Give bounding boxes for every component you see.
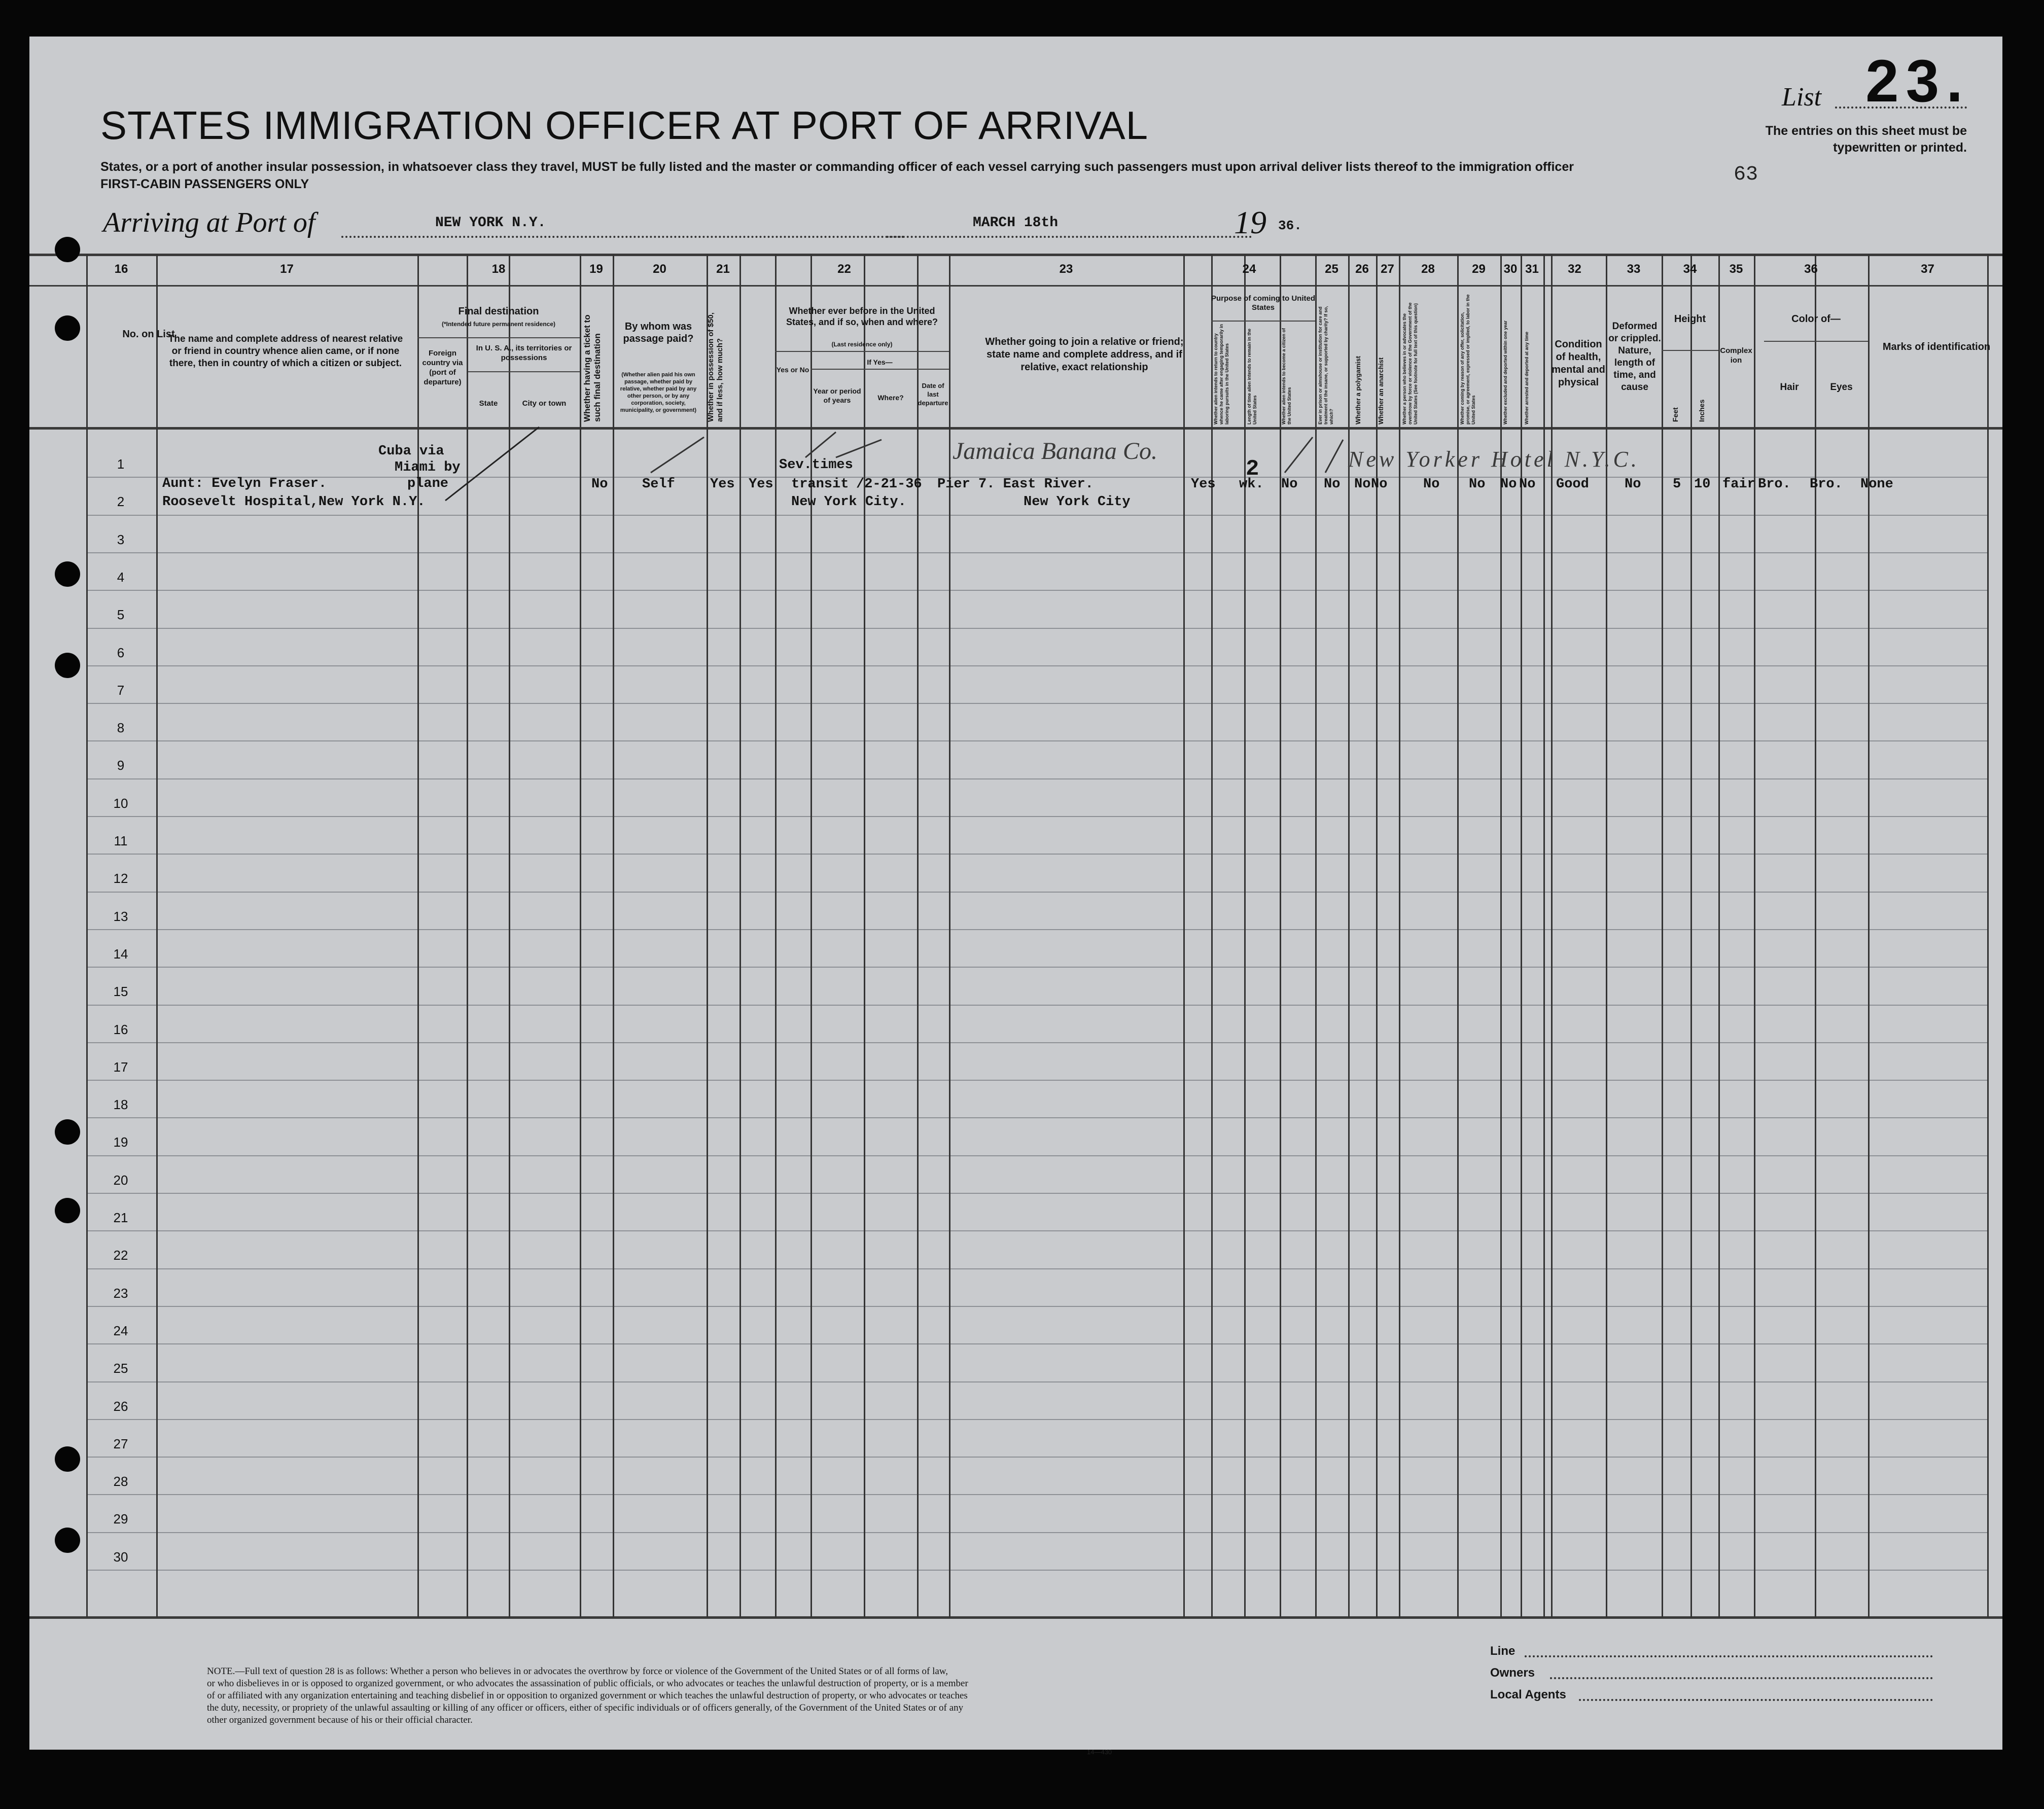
row-number: 28 <box>113 1474 128 1489</box>
year-prefix: 19 <box>1234 204 1266 240</box>
cell-polygamist: No <box>1354 477 1371 492</box>
row-number: 16 <box>113 1021 128 1037</box>
row-number: 8 <box>117 720 125 736</box>
header-purpose-citizen: Whether alien intends to become a citizen of the United States <box>1281 328 1292 424</box>
row-number: 14 <box>113 946 128 962</box>
header-date-departure: Date of last departure <box>918 382 948 407</box>
handwritten-destination: New Yorker Hotel N.Y.C. <box>1348 447 1640 472</box>
row-number: 20 <box>113 1172 128 1188</box>
row-number: 24 <box>113 1323 128 1338</box>
header-nearest-relative: The name and complete address of nearest relative or friend in country whence alien came, or if none there, then in country of which a citizen or subject. <box>168 334 403 369</box>
header-purpose: Purpose of coming to United States <box>1211 294 1315 312</box>
header-yes-or-no: Yes or No <box>776 366 809 374</box>
row-number: 5 <box>117 607 125 623</box>
header-arrested: Whether arrested and deported at any time <box>1524 331 1529 424</box>
header-final-destination: Final destination <box>458 306 539 317</box>
cell-return-intent: Yes <box>1191 477 1216 492</box>
cell-complexion: fair <box>1722 477 1755 492</box>
header-polygamist: Whether a polygamist <box>1354 356 1362 424</box>
header-purpose-return: Whether alien intends to return to country whence he came after engaging temporarily in laboring pursuits in the United States <box>1213 324 1229 424</box>
cell-period-line2: transit <box>791 477 849 492</box>
column-number: 35 <box>1729 262 1743 276</box>
cell-join-line2: New York City <box>1024 494 1131 510</box>
cell-where: New York City. <box>791 494 906 510</box>
cell-excluded: No <box>1500 477 1517 492</box>
line-label: Line <box>1490 1644 1516 1658</box>
column-number: 31 <box>1525 262 1539 276</box>
header-by-whom-sub: (Whether alien paid his own passage, whether paid by relative, whether paid by any other person, or by any corporation, society, municipality, or government) <box>620 372 697 413</box>
cell-inches: 10 <box>1694 477 1711 492</box>
cell-foreign-line3: plane <box>407 476 449 491</box>
row-number: 25 <box>113 1361 128 1376</box>
form-number: 14—430 <box>1087 1748 1112 1756</box>
cell-join-line1: Pier 7. East River. <box>937 477 1094 492</box>
header-height: Height <box>1674 313 1706 325</box>
punch-hole <box>55 561 80 587</box>
row-number: 1 <box>117 456 125 472</box>
header-city: City or town <box>522 399 567 408</box>
row-number: 3 <box>117 531 125 547</box>
cell-departure-date: /2-21-36 <box>856 477 922 492</box>
column-number: 33 <box>1627 262 1641 276</box>
column-number: 25 <box>1325 262 1338 276</box>
row-number: 2 <box>117 494 125 510</box>
header-eyes: Eyes <box>1830 382 1853 393</box>
column-number: 37 <box>1921 262 1934 276</box>
cell-foreign-line2: Miami by <box>395 460 461 475</box>
year-suffix: 36. <box>1278 218 1302 233</box>
punch-hole <box>55 1119 80 1145</box>
row-number: 19 <box>113 1134 128 1150</box>
column-number: 23 <box>1059 262 1073 276</box>
cell-period-line1: Sev.times <box>779 457 853 473</box>
row-number: 13 <box>113 908 128 924</box>
date-value: MARCH 18th <box>973 215 1059 231</box>
punch-hole <box>55 1528 80 1553</box>
row-number: 10 <box>113 795 128 811</box>
cell-overthrow: No <box>1423 477 1440 492</box>
row-number: 17 <box>113 1059 128 1075</box>
handwritten-company: Jamaica Banana Co. <box>953 438 1157 465</box>
column-number: 28 <box>1421 262 1435 276</box>
header-deformed: Deformed or crippled. Nature, length of time, and cause <box>1608 321 1661 393</box>
agents-label: Local Agents <box>1490 1688 1566 1701</box>
row-number: 21 <box>113 1210 128 1225</box>
cell-feet: 5 <box>1673 477 1681 492</box>
header-anarchist: Whether an anarchist <box>1377 357 1385 424</box>
column-number: 22 <box>837 262 851 276</box>
column-number: 21 <box>716 262 730 276</box>
column-number: 17 <box>280 262 294 276</box>
cell-ticket: No <box>591 477 608 492</box>
column-number: 29 <box>1472 262 1486 276</box>
header-state: State <box>479 399 498 408</box>
row-number: 12 <box>113 871 128 886</box>
header-year-or-period: Year or period of years <box>813 387 861 404</box>
cell-relative-line2: Roosevelt Hospital,New York N.Y. <box>162 494 426 510</box>
header-final-destination-sub: (*Intended future permanent residence) <box>441 321 556 328</box>
first-cabin-label: FIRST-CABIN PASSENGERS ONLY <box>100 177 309 191</box>
header-ticket: Whether having a ticket to such final destination <box>582 314 602 422</box>
column-number: 32 <box>1568 262 1581 276</box>
owners-label: Owners <box>1490 1666 1535 1680</box>
port-value: NEW YORK N.Y. <box>435 215 546 231</box>
row-number: 6 <box>117 645 125 660</box>
footnote-line: other organized government because of his or their official character. <box>207 1715 473 1725</box>
page-title: STATES IMMIGRATION OFFICER AT PORT OF ARRIVAL <box>100 103 1149 148</box>
cell-citizen: No <box>1281 477 1298 492</box>
header-color-of: Color of— <box>1791 313 1841 325</box>
header-inches: Inches <box>1698 399 1706 422</box>
column-number: 27 <box>1381 262 1394 276</box>
intro-line: States, or a port of another insular possession, in whatsoever class they travel, MUST be fully listed and the master or commanding officer of each vessel carrying such passengers must upon arrival deliver lists thereof to the immigration officer <box>100 160 1574 174</box>
arriving-label: Arriving at Port of <box>103 207 315 238</box>
header-offer: Whether coming by reason of any offer, solicitation, promise, or agreement, expressed or implied, to labor in the United States <box>1460 294 1476 424</box>
entries-note: The entries on this sheet must be typewritten or printed. <box>1765 124 1967 155</box>
header-overthrow: Whether a person who believes in or advocates the overthrow by force or violence of the Government of the United States (See footnote for full text of this question) <box>1402 302 1418 424</box>
header-foreign-country: Foreign country via (port of departure) <box>422 349 463 386</box>
row-number: 11 <box>114 833 128 848</box>
row-number: 4 <box>117 569 125 585</box>
column-number: 16 <box>114 262 128 276</box>
column-number: 36 <box>1804 262 1818 276</box>
header-no-on-list: No. on List <box>122 329 175 340</box>
column-number: 34 <box>1683 262 1697 276</box>
footnote-line: NOTE.—Full text of question 28 is as follows: Whether a person who believes in or advocates the overthrow by force or violence of the Government of the United States or of all forms of law, <box>207 1666 948 1677</box>
footnote-line: of or affiliated with any organization entertaining and teaching disbelief in or opposition to organized government or which teaches the unlawful destruction of property, or who advocates or teaches <box>207 1690 968 1701</box>
column-number: 26 <box>1355 262 1369 276</box>
pen-strokes <box>29 37 2002 1750</box>
manifest-sheet <box>29 37 2002 1756</box>
header-join-relative: Whether going to join a relative or friend; state name and complete address, and if relative, exact relationship <box>985 336 1184 373</box>
header-complexion: Complexion <box>1720 346 1752 365</box>
row-number: 9 <box>117 758 125 773</box>
row-number: 7 <box>117 682 125 698</box>
column-number: 24 <box>1242 262 1256 276</box>
owners-field <box>1550 1677 1933 1679</box>
cell-length-number: 2 <box>1246 456 1259 482</box>
row-number: 27 <box>113 1436 128 1451</box>
header-hair: Hair <box>1780 382 1799 393</box>
cell-offer: No <box>1469 477 1486 492</box>
column-number: 18 <box>491 262 506 276</box>
agents-field <box>1579 1699 1933 1701</box>
header-purpose-length: Length of time alien intends to remain in the United States <box>1247 328 1257 424</box>
row-number: 30 <box>113 1549 128 1565</box>
header-marks: Marks of identification <box>1882 341 1991 352</box>
list-number: 23. <box>1865 48 1970 115</box>
cell-length-unit: wk. <box>1239 477 1264 492</box>
cell-money: Yes <box>710 477 735 492</box>
cell-prison: No <box>1324 477 1341 492</box>
sheet-number: 63 <box>1734 163 1758 186</box>
footnote-question-28 <box>207 1665 968 1726</box>
punch-hole <box>55 1198 80 1223</box>
cell-eyes: Bro. <box>1810 477 1843 492</box>
row-number: 22 <box>113 1248 128 1263</box>
cell-hair: Bro. <box>1758 477 1791 492</box>
cell-condition: Good <box>1556 477 1589 492</box>
header-feet: Feet <box>1671 407 1679 422</box>
cell-foreign-line1: Cuba via <box>378 444 444 459</box>
column-number: 20 <box>653 262 666 276</box>
cell-marks: None <box>1860 477 1893 492</box>
header-if-yes: If Yes— <box>867 358 893 366</box>
header-condition: Condition of health, mental and physical <box>1552 339 1605 388</box>
punch-hole <box>55 315 80 341</box>
row-number: 18 <box>113 1097 128 1113</box>
cell-ever-before: Yes <box>749 477 773 492</box>
cell-anarchist: No <box>1371 477 1388 492</box>
row-number: 26 <box>113 1398 128 1414</box>
punch-hole <box>55 653 80 678</box>
list-label: List <box>1782 83 1822 112</box>
cell-deformed: No <box>1625 477 1641 492</box>
row-number: 23 <box>113 1285 128 1301</box>
punch-hole <box>55 1446 80 1472</box>
header-by-whom: By whom was passage paid? <box>623 321 694 344</box>
cell-paid-by: Self <box>642 477 675 492</box>
column-number: 30 <box>1503 262 1518 276</box>
footnote-line: or who disbelieves in or is opposed to organized government, or who advocates the assassination of public officials, or who advocates or teaches the unlawful destruction of property, or is a member <box>207 1678 968 1689</box>
line-field <box>1525 1655 1933 1657</box>
row-number: 29 <box>113 1511 128 1527</box>
punch-hole <box>55 237 80 262</box>
header-excluded: Whether excluded and deported within one year <box>1503 320 1508 424</box>
header-where: Where? <box>877 394 904 402</box>
header-money: Whether in possession of $50, and if less, how much? <box>707 312 724 422</box>
header-ever-before-sub: (Last residence only) <box>831 341 893 348</box>
row-number: 15 <box>113 984 128 1000</box>
header-in-usa: In U. S. A., its territories or possessions <box>476 344 572 362</box>
column-number: 19 <box>589 262 603 276</box>
header-ever-before: Whether ever before in the United States, and if so, when and where? <box>786 306 938 327</box>
footnote-line: the duty, necessity, or propriety of the unlawful assaulting or killing of any officer or officers, either of specific individuals or of officers generally, of the Government of the United States or of any <box>207 1702 964 1713</box>
cell-arrested: No <box>1519 477 1536 492</box>
cell-relative-line1: Aunt: Evelyn Fraser. <box>162 476 327 491</box>
header-prison: Ever in prison or almshouse or institution for care and treatment of the insane, or supported by charity? If so, which? <box>1318 306 1334 424</box>
